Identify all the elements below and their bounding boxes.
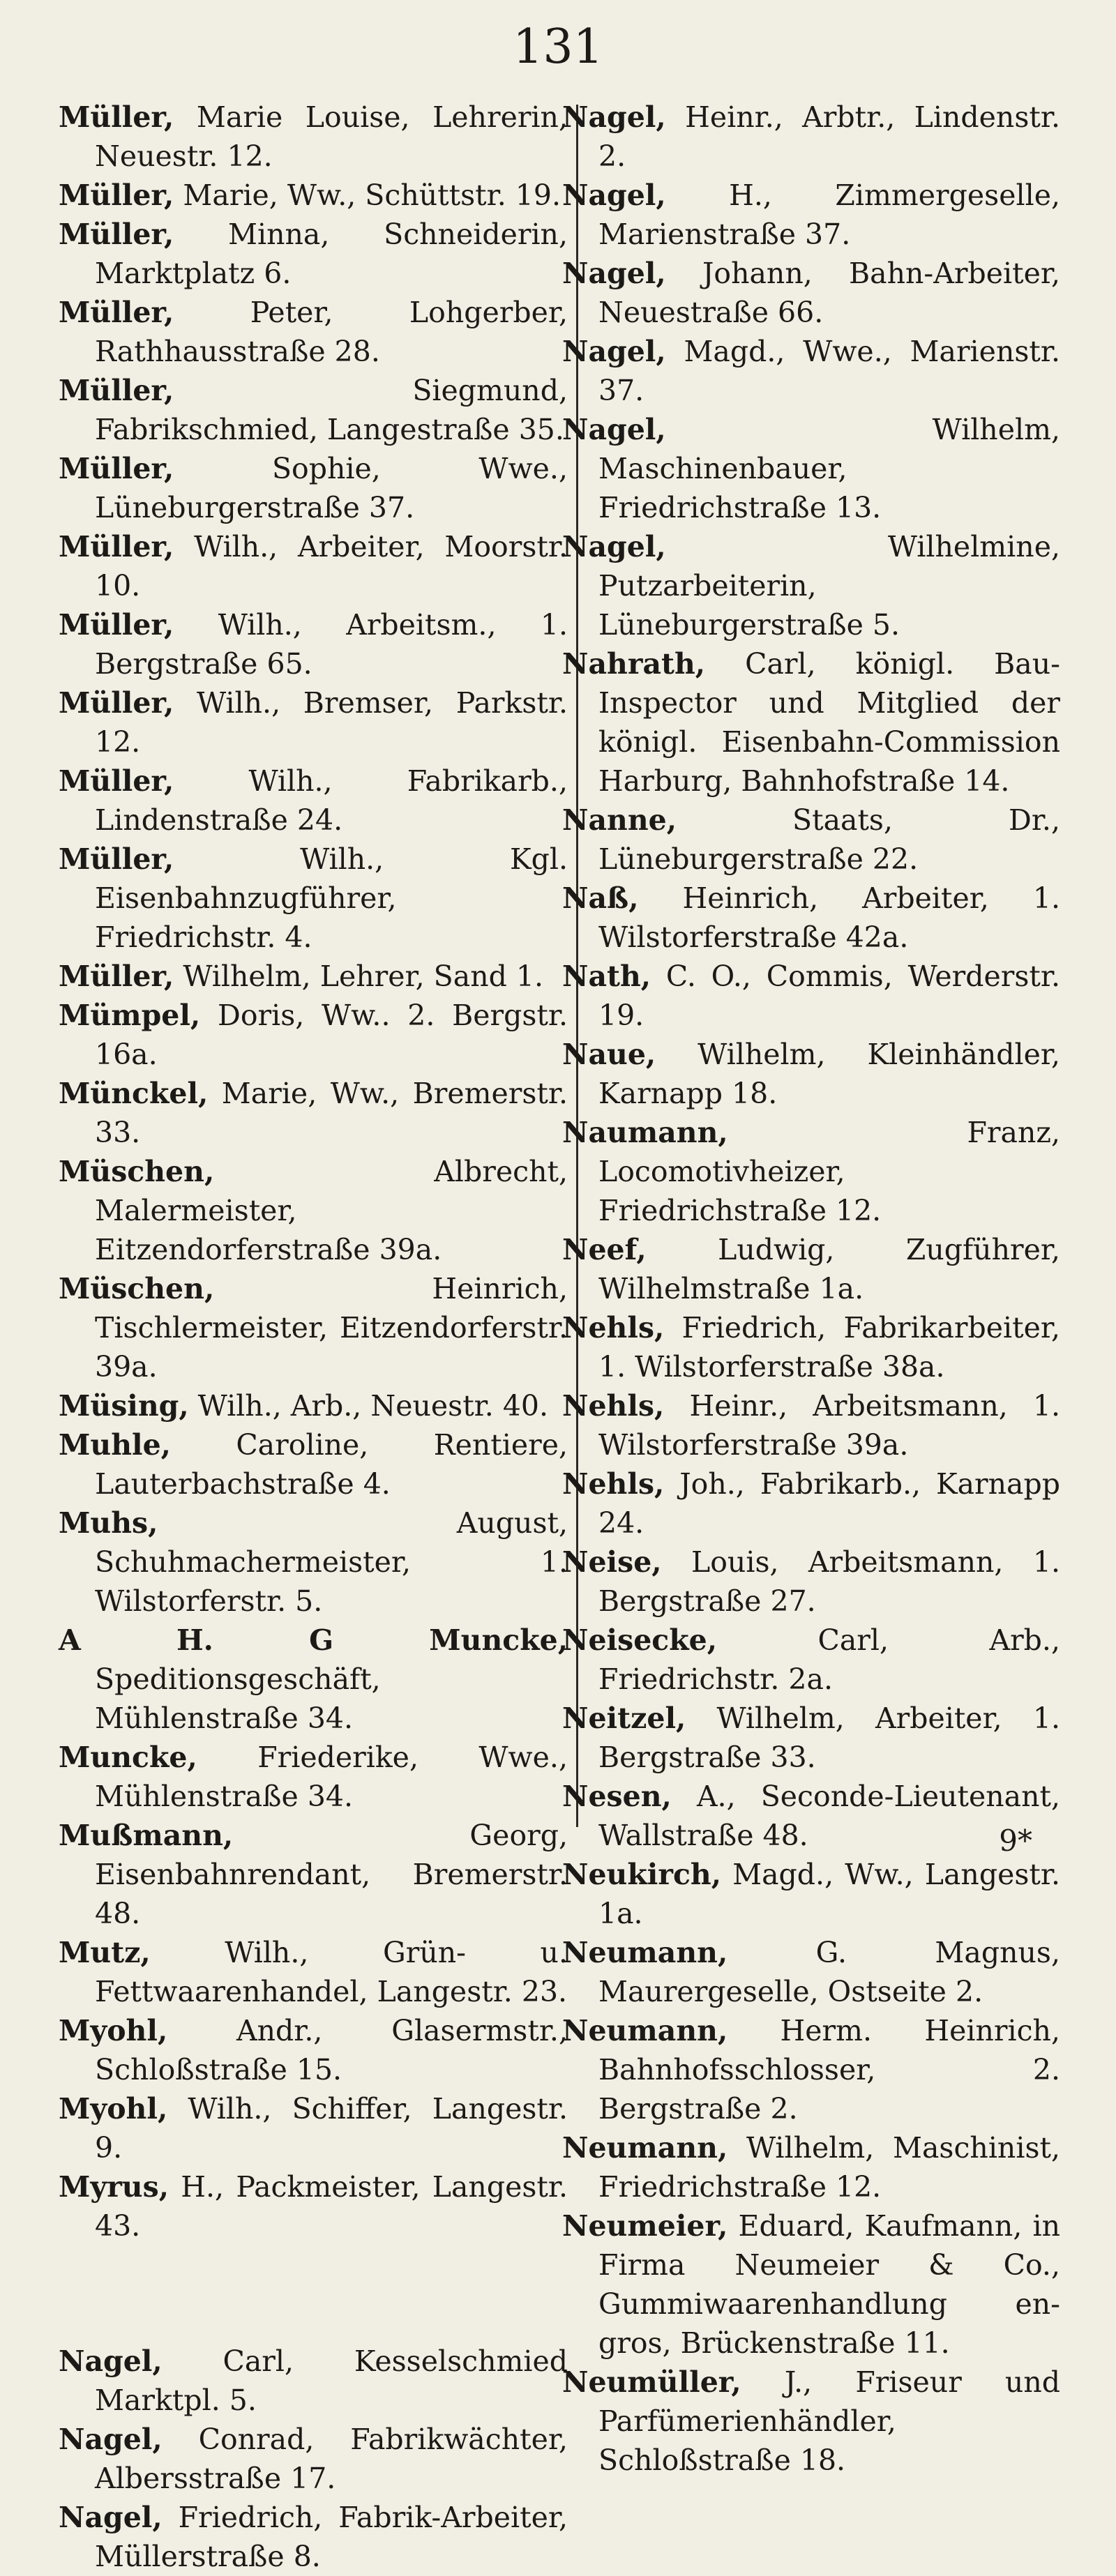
entry-surname: Nahrath, — [562, 647, 706, 681]
entry-surname: Müller, — [59, 842, 174, 876]
entry-surname: Nagel, — [59, 2501, 163, 2534]
directory-entry — [59, 1425, 568, 1503]
entry-details: H., Zimmergeselle, Marienstraße 37. — [598, 179, 1060, 251]
directory-entry — [562, 1699, 1060, 1777]
entry-details: Heinrich, Arbeiter, 1. Wilstorferstraße 42a. — [598, 881, 1060, 954]
entry-details: Wilhelm, Arbeiter, 1. Bergstraße 33. — [598, 1702, 1060, 1774]
entry-surname: Muncke, — [59, 1741, 197, 1774]
entry-details: Marie Louise, Lehrerin, Neuestr. 12. — [95, 100, 568, 173]
entry-surname: A H. G Muncke, — [59, 1623, 568, 1657]
entry-surname: Nehls, — [562, 1467, 665, 1501]
directory-entry — [59, 371, 568, 449]
entry-surname: Nagel, — [59, 2423, 163, 2456]
directory-entry — [562, 527, 1060, 644]
directory-entry — [562, 2011, 1060, 2128]
entry-surname: Müller, — [59, 100, 174, 134]
entry-details: C. O., Commis, Werderstr. 19. — [598, 960, 1060, 1032]
entry-surname: Müller, — [59, 452, 174, 485]
entry-details: Friedrich, Fabrikarbeiter, 1. Wilstorferstraße 38a. — [598, 1311, 1060, 1384]
entry-details: Wilhelmine, Putzarbeiterin, Lüneburgerstraße 5. — [598, 530, 1060, 642]
directory-entry — [562, 801, 1060, 879]
entry-details: Heinrich, Tischlermeister, Eitzendorferstr. 39a. — [95, 1272, 568, 1384]
directory-entry — [59, 2167, 568, 2245]
signature-mark: 9* — [999, 1824, 1032, 1858]
entry-surname: Neitzel, — [562, 1702, 686, 1735]
directory-entry — [59, 840, 568, 957]
directory-entry — [562, 1308, 1060, 1386]
entry-details: Wilh., Arbeitsm., 1. Bergstraße 65. — [95, 608, 568, 681]
entry-details: Wilhelm, Maschinist, Friedrichstraße 12. — [598, 2131, 1060, 2204]
entry-details: Friedrich, Fabrik-Arbeiter, Müllerstraße 8. — [95, 2501, 568, 2573]
directory-entry — [562, 2128, 1060, 2206]
entry-surname: Müschen, — [59, 1155, 215, 1188]
entry-surname: Mutz, — [59, 1936, 151, 1969]
entry-details: Carl, Kesselschmied Marktpl. 5. — [95, 2344, 568, 2417]
entry-surname: Müller, — [59, 374, 174, 407]
directory-entry — [562, 957, 1060, 1035]
entry-details: Wilh., Arb., Neuestr. 40. — [197, 1389, 549, 1423]
directory-entry — [562, 2363, 1060, 2480]
entry-surname: Nagel, — [59, 2344, 163, 2378]
right-entry-list — [562, 98, 1060, 2480]
directory-entry — [59, 1738, 568, 1816]
directory-entry — [59, 957, 568, 996]
directory-entry — [59, 2089, 568, 2167]
entry-surname: Müsing, — [59, 1389, 189, 1423]
directory-entry — [59, 762, 568, 840]
entry-surname: Müller, — [59, 686, 174, 720]
entry-surname: Müller, — [59, 218, 174, 251]
entry-details: Staats, Dr., Lüneburgerstraße 22. — [598, 803, 1060, 876]
entry-surname: Müller, — [59, 179, 174, 212]
entry-surname: Myohl, — [59, 2014, 168, 2047]
directory-entry — [59, 605, 568, 683]
entry-details: Magd., Wwe., Marienstr. 37. — [598, 335, 1060, 407]
entry-surname: Müschen, — [59, 1272, 215, 1305]
directory-entry — [562, 98, 1060, 176]
entry-details: Magd., Ww., Langestr. 1a. — [598, 1858, 1060, 1930]
entry-details: Franz, Locomotivheizer, Friedrichstraße 12. — [598, 1116, 1060, 1227]
directory-entry — [59, 683, 568, 762]
directory-entry — [59, 996, 568, 1074]
entry-surname: Naumann, — [562, 1116, 728, 1149]
entry-surname: Nehls, — [562, 1311, 665, 1344]
entry-surname: Müller, — [59, 608, 174, 642]
entry-surname: Müller, — [59, 764, 174, 798]
entry-details: Ludwig, Zugführer, Wilhelmstraße 1a. — [598, 1233, 1060, 1305]
directory-entry — [59, 1386, 568, 1425]
entry-details: Heinr., Arbtr., Lindenstr. 2. — [598, 100, 1060, 173]
entry-details: Wilhelm, Maschinenbauer, Friedrichstraße 13. — [598, 413, 1060, 524]
entry-details: Carl, königl. Bau-Inspector und Mitglied der königl. Eisenbahn-Commission Harburg, Bahnhofstraße 14. — [598, 647, 1060, 798]
directory-entry — [59, 1816, 568, 1933]
section-gap — [59, 2245, 568, 2342]
directory-entry — [59, 176, 568, 215]
directory-entry — [59, 2342, 568, 2420]
entry-surname: Neise, — [562, 1545, 662, 1579]
entry-details: Wilh., Schiffer, Langestr. 9. — [95, 2092, 568, 2165]
directory-entry — [562, 1464, 1060, 1543]
entry-details: Doris, Ww.. 2. Bergstr. 16a. — [95, 999, 568, 1071]
entry-surname: Nagel, — [562, 530, 666, 563]
entry-details: Marie, Ww., Schüttstr. 19. — [183, 179, 561, 212]
entry-details: Carl, Arb., Friedrichstr. 2a. — [598, 1623, 1060, 1696]
directory-entry — [59, 1269, 568, 1386]
entry-details: Albrecht, Malermeister, Eitzendorferstraße 39a. — [95, 1155, 568, 1266]
entry-details: Wilh., Kgl. Eisenbahnzugführer, Friedrichstr. 4. — [95, 842, 568, 954]
directory-entry — [59, 2420, 568, 2498]
directory-entry — [562, 1933, 1060, 2011]
entry-surname: Mußmann, — [59, 1819, 234, 1852]
directory-entry — [562, 1230, 1060, 1308]
entry-surname: Nehls, — [562, 1389, 665, 1423]
entry-surname: Muhs, — [59, 1506, 158, 1540]
entry-surname: Myohl, — [59, 2092, 168, 2126]
entry-details: Wilh., Fabrikarb., Lindenstraße 24. — [95, 764, 568, 837]
directory-entry — [562, 1543, 1060, 1621]
entry-surname: Mümpel, — [59, 999, 201, 1032]
entry-surname: Neumeier, — [562, 2209, 728, 2243]
entry-surname: Myrus, — [59, 2170, 169, 2204]
directory-entry — [59, 449, 568, 527]
directory-entry — [59, 1152, 568, 1269]
directory-entry — [59, 1933, 568, 2011]
left-column — [59, 98, 568, 2576]
entry-details: Minna, Schneiderin, Marktplatz 6. — [95, 218, 568, 290]
entry-details: G. Magnus, Maurergeselle, Ostseite 2. — [598, 1936, 1060, 2008]
entry-surname: Müller, — [59, 960, 174, 993]
directory-entry — [562, 1855, 1060, 1933]
entry-details: J., Friseur und Parfümerienhändler, Schloßstraße 18. — [598, 2365, 1060, 2477]
directory-entry — [562, 332, 1060, 410]
entry-details: Wilhelm, Lehrer, Sand 1. — [183, 960, 543, 993]
entry-surname: Nath, — [562, 960, 651, 993]
entry-surname: Münckel, — [59, 1077, 209, 1110]
directory-entry — [59, 2011, 568, 2089]
entry-surname: Nanne, — [562, 803, 677, 837]
entry-details: Johann, Bahn-Arbeiter, Neuestraße 66. — [598, 257, 1060, 329]
entry-surname: Neisecke, — [562, 1623, 718, 1657]
entry-details: Eduard, Kaufmann, in Firma Neumeier & Co., Gummiwaarenhandlung en-gros, Brückenstraße 11. — [598, 2209, 1060, 2360]
directory-entry — [59, 293, 568, 371]
entry-details: Wilh., Grün- u. Fettwaarenhandel, Langestr. 23. — [95, 1936, 568, 2008]
directory-entry — [59, 1503, 568, 1621]
entry-details: Herm. Heinrich, Bahnhofsschlosser, 2. Bergstraße 2. — [598, 2014, 1060, 2126]
entry-surname: Neumüller, — [562, 2365, 741, 2399]
entry-surname: Nagel, — [562, 257, 666, 290]
left-entry-list — [59, 98, 568, 2245]
entry-details: Wilh., Bremser, Parkstr. 12. — [95, 686, 568, 759]
directory-entry — [562, 410, 1060, 527]
entry-details: August, Schuhmachermeister, 1. Wilstorferstr. 5. — [95, 1506, 568, 1618]
directory-entry — [562, 1386, 1060, 1464]
entry-surname: Nagel, — [562, 335, 666, 368]
entry-surname: Nagel, — [562, 413, 666, 446]
entry-surname: Neumann, — [562, 2131, 728, 2165]
entry-details: Marie, Ww., Bremerstr. 33. — [95, 1077, 568, 1149]
entry-details: Sophie, Wwe., Lüneburgerstraße 37. — [95, 452, 568, 524]
entry-details: Wilh., Arbeiter, Moorstr. 10. — [95, 530, 568, 603]
entry-surname: Naß, — [562, 881, 639, 915]
directory-entry — [562, 644, 1060, 801]
entry-surname: Nagel, — [562, 179, 666, 212]
entry-details: Louis, Arbeitsmann, 1. Bergstraße 27. — [598, 1545, 1060, 1618]
entry-surname: Naue, — [562, 1038, 656, 1071]
directory-entry — [59, 527, 568, 605]
entry-details: Peter, Lohgerber, Rathhausstraße 28. — [95, 296, 568, 368]
entry-details: Friederike, Wwe., Mühlenstraße 34. — [95, 1741, 568, 1813]
entry-details: Georg, Eisenbahnrendant, Bremerstr. 48. — [95, 1819, 568, 1930]
directory-entry — [562, 254, 1060, 332]
directory-entry — [562, 1035, 1060, 1113]
directory-entry — [562, 1113, 1060, 1230]
entry-details: Speditionsgeschäft, Mühlenstraße 34. — [95, 1662, 381, 1735]
directory-entry — [562, 1777, 1060, 1855]
entry-surname: Müller, — [59, 530, 174, 563]
directory-entry — [562, 879, 1060, 957]
entry-surname: Neumann, — [562, 2014, 728, 2047]
directory-entry — [562, 2206, 1060, 2363]
entry-details: Wilhelm, Kleinhändler, Karnapp 18. — [598, 1038, 1060, 1110]
directory-entry — [59, 98, 568, 176]
entry-surname: Nagel, — [562, 100, 666, 134]
entry-surname: Müller, — [59, 296, 174, 329]
directory-entry — [59, 215, 568, 293]
directory-entry — [59, 2498, 568, 2576]
entry-surname: Neumann, — [562, 1936, 728, 1969]
entry-details: Joh., Fabrikarb., Karnapp 24. — [598, 1467, 1060, 1540]
entry-details: Siegmund, Fabrikschmied, Langestraße 35. — [95, 374, 568, 446]
entry-surname: Nesen, — [562, 1780, 672, 1813]
entry-details: Caroline, Rentiere, Lauterbachstraße 4. — [95, 1428, 568, 1501]
directory-entry — [562, 1621, 1060, 1699]
entry-details: A., Seconde-Lieutenant, Wallstraße 48. — [598, 1780, 1060, 1852]
entry-details: Andr., Glasermstr., Schloßstraße 15. — [95, 2014, 568, 2086]
right-column — [562, 98, 1060, 2480]
page-number: 131 — [513, 20, 603, 75]
entry-details: H., Packmeister, Langestr. 43. — [95, 2170, 568, 2243]
entry-details: Heinr., Arbeitsmann, 1. Wilstorferstraße 39a. — [598, 1389, 1060, 1462]
entry-surname: Muhle, — [59, 1428, 171, 1462]
left-entry-list-n — [59, 2342, 568, 2576]
directory-entry — [59, 1074, 568, 1152]
directory-entry — [59, 1621, 568, 1738]
entry-details: Conrad, Fabrikwächter, Albersstraße 17. — [95, 2423, 568, 2495]
entry-surname: Neef, — [562, 1233, 647, 1266]
directory-entry — [562, 176, 1060, 254]
entry-surname: Neukirch, — [562, 1858, 722, 1891]
